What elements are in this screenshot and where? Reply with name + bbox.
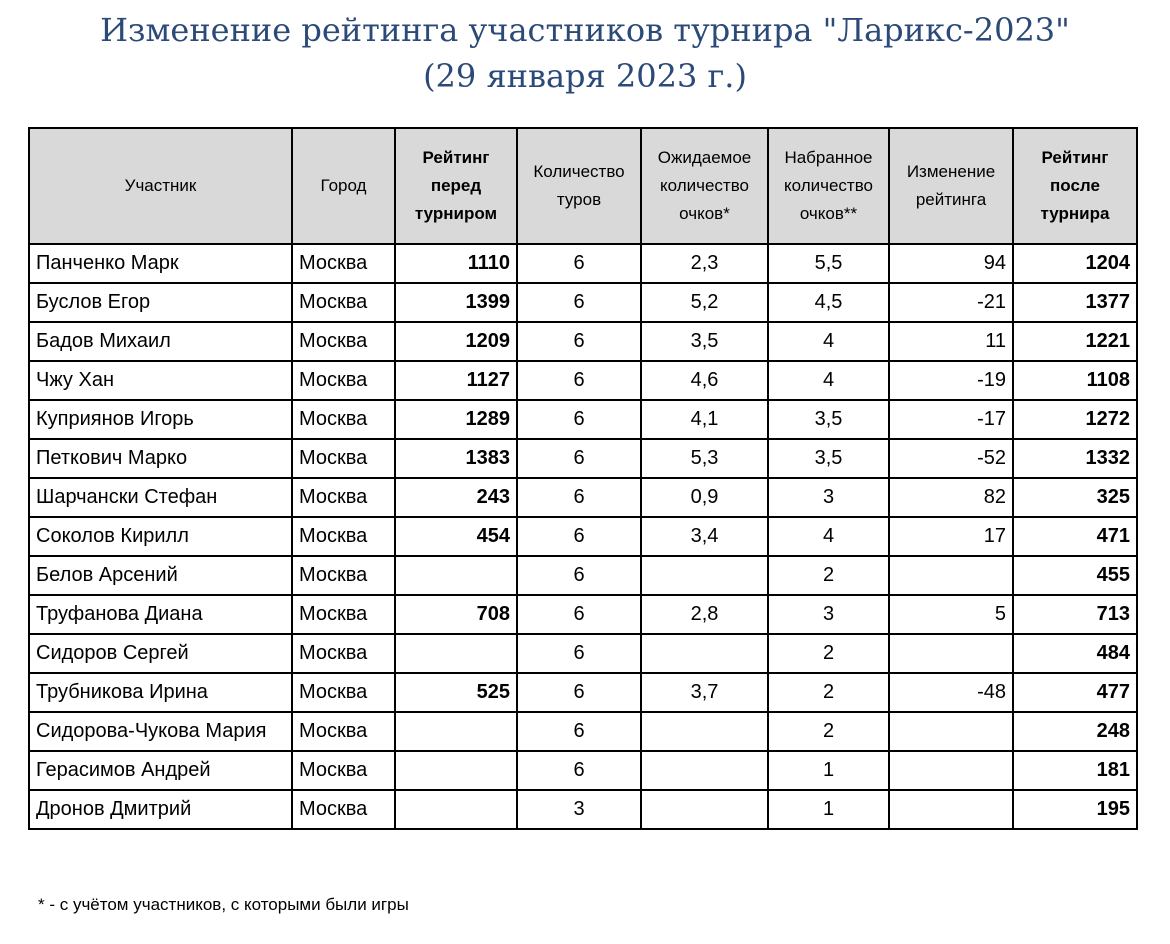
footnote: * - с учётом участников, с которыми были игры [38,895,409,914]
header-row [29,128,1137,244]
cell-rating-before: 1127 [395,361,517,400]
cell-rounds: 6 [517,556,641,595]
cell-rating-after: 181 [1013,751,1137,790]
cell-rating-change [889,751,1013,790]
table-row [29,322,1137,361]
cell-expected-points [641,790,768,829]
cell-city: Москва [292,712,395,751]
cell-scored-points: 2 [768,673,889,712]
cell-scored-points: 2 [768,712,889,751]
cell-rating-after: 455 [1013,556,1137,595]
table-row [29,478,1137,517]
table-row [29,439,1137,478]
cell-expected-points: 5,3 [641,439,768,478]
cell-rating-before: 243 [395,478,517,517]
cell-rating-before [395,712,517,751]
cell-expected-points: 5,2 [641,283,768,322]
rating-table [28,127,1138,830]
cell-rating-change: -17 [889,400,1013,439]
cell-rating-after: 471 [1013,517,1137,556]
cell-rating-after: 1332 [1013,439,1137,478]
cell-rounds: 6 [517,673,641,712]
cell-rating-before: 525 [395,673,517,712]
cell-expected-points [641,556,768,595]
cell-rounds: 6 [517,244,641,283]
cell-participant: Сидорова-Чукова Мария [29,712,292,751]
cell-rating-change: 82 [889,478,1013,517]
cell-rating-after: 713 [1013,595,1137,634]
cell-city: Москва [292,517,395,556]
cell-rating-after: 1221 [1013,322,1137,361]
cell-rating-after: 1377 [1013,283,1137,322]
cell-rating-after: 248 [1013,712,1137,751]
cell-rating-before [395,751,517,790]
cell-participant: Куприянов Игорь [29,400,292,439]
cell-rounds: 6 [517,439,641,478]
header-participant: Участник [29,128,292,244]
cell-rounds: 6 [517,478,641,517]
cell-rating-before: 1383 [395,439,517,478]
cell-rating-change [889,790,1013,829]
cell-rating-before: 1289 [395,400,517,439]
cell-city: Москва [292,439,395,478]
cell-participant: Сидоров Сергей [29,634,292,673]
cell-participant: Труфанова Диана [29,595,292,634]
cell-rounds: 6 [517,283,641,322]
cell-scored-points: 2 [768,556,889,595]
cell-scored-points: 1 [768,790,889,829]
cell-rating-before: 1209 [395,322,517,361]
cell-city: Москва [292,790,395,829]
cell-expected-points: 3,4 [641,517,768,556]
cell-city: Москва [292,751,395,790]
cell-scored-points: 1 [768,751,889,790]
cell-scored-points: 3 [768,595,889,634]
header-scored-points: Набранное количество очков** [768,128,889,244]
cell-city: Москва [292,400,395,439]
cell-rating-change: -19 [889,361,1013,400]
cell-rounds: 6 [517,595,641,634]
cell-city: Москва [292,595,395,634]
cell-expected-points: 3,5 [641,322,768,361]
cell-participant: Петкович Марко [29,439,292,478]
cell-rating-after: 325 [1013,478,1137,517]
table-row [29,361,1137,400]
cell-rating-change: 17 [889,517,1013,556]
cell-expected-points: 4,1 [641,400,768,439]
header-expected-points: Ожидаемое количество очков* [641,128,768,244]
table-header [29,128,1137,244]
cell-city: Москва [292,361,395,400]
cell-expected-points: 2,8 [641,595,768,634]
cell-participant: Дронов Дмитрий [29,790,292,829]
header-rating-after: Рейтинг после турнира [1013,128,1137,244]
cell-participant: Буслов Егор [29,283,292,322]
cell-participant: Соколов Кирилл [29,517,292,556]
cell-rounds: 6 [517,712,641,751]
cell-expected-points: 3,7 [641,673,768,712]
table-row [29,400,1137,439]
cell-rounds: 6 [517,400,641,439]
cell-rounds: 6 [517,361,641,400]
cell-scored-points: 3,5 [768,400,889,439]
table-row [29,244,1137,283]
cell-rating-before: 708 [395,595,517,634]
cell-expected-points [641,634,768,673]
cell-city: Москва [292,244,395,283]
cell-rating-after: 484 [1013,634,1137,673]
page-subtitle-date: (29 января 2023 г.) [423,57,747,95]
cell-rounds: 6 [517,634,641,673]
cell-rating-change [889,712,1013,751]
cell-rating-change: -21 [889,283,1013,322]
cell-scored-points: 4 [768,517,889,556]
cell-participant: Шарчански Стефан [29,478,292,517]
cell-rating-after: 477 [1013,673,1137,712]
cell-expected-points: 0,9 [641,478,768,517]
cell-rating-after: 1204 [1013,244,1137,283]
cell-rounds: 6 [517,517,641,556]
cell-city: Москва [292,634,395,673]
cell-city: Москва [292,283,395,322]
cell-rating-change: -48 [889,673,1013,712]
table-row [29,790,1137,829]
cell-rating-change: -52 [889,439,1013,478]
header-rating-before: Рейтинг перед турниром [395,128,517,244]
header-city: Город [292,128,395,244]
cell-rounds: 6 [517,751,641,790]
table-row [29,751,1137,790]
cell-scored-points: 3,5 [768,439,889,478]
table-row [29,517,1137,556]
cell-city: Москва [292,322,395,361]
header-rating-change: Изменение рейтинга [889,128,1013,244]
cell-city: Москва [292,478,395,517]
table-row [29,595,1137,634]
cell-rating-before [395,556,517,595]
cell-scored-points: 4 [768,361,889,400]
cell-rating-before: 454 [395,517,517,556]
cell-rating-before [395,790,517,829]
cell-scored-points: 2 [768,634,889,673]
cell-rating-change [889,634,1013,673]
cell-rating-after: 1108 [1013,361,1137,400]
cell-rating-change: 5 [889,595,1013,634]
table-row [29,634,1137,673]
cell-expected-points [641,751,768,790]
cell-expected-points: 2,3 [641,244,768,283]
cell-scored-points: 5,5 [768,244,889,283]
cell-participant: Бадов Михаил [29,322,292,361]
cell-scored-points: 4 [768,322,889,361]
cell-participant: Белов Арсений [29,556,292,595]
cell-participant: Чжу Хан [29,361,292,400]
cell-rounds: 6 [517,322,641,361]
cell-rating-after: 195 [1013,790,1137,829]
cell-participant: Панченко Марк [29,244,292,283]
cell-city: Москва [292,556,395,595]
cell-rating-before: 1110 [395,244,517,283]
cell-rating-before [395,634,517,673]
cell-scored-points: 4,5 [768,283,889,322]
cell-rating-change: 94 [889,244,1013,283]
cell-rating-after: 1272 [1013,400,1137,439]
cell-rounds: 3 [517,790,641,829]
cell-rating-change [889,556,1013,595]
cell-expected-points [641,712,768,751]
cell-rating-change: 11 [889,322,1013,361]
page-title: Изменение рейтинга участников турнира "Ларикс-2023" [100,11,1070,49]
cell-participant: Трубникова Ирина [29,673,292,712]
table-row [29,283,1137,322]
table-row [29,556,1137,595]
cell-participant: Герасимов Андрей [29,751,292,790]
cell-expected-points: 4,6 [641,361,768,400]
header-rounds: Количество туров [517,128,641,244]
cell-rating-before: 1399 [395,283,517,322]
table-row [29,712,1137,751]
cell-scored-points: 3 [768,478,889,517]
table-row [29,673,1137,712]
cell-city: Москва [292,673,395,712]
table-body [29,244,1137,829]
